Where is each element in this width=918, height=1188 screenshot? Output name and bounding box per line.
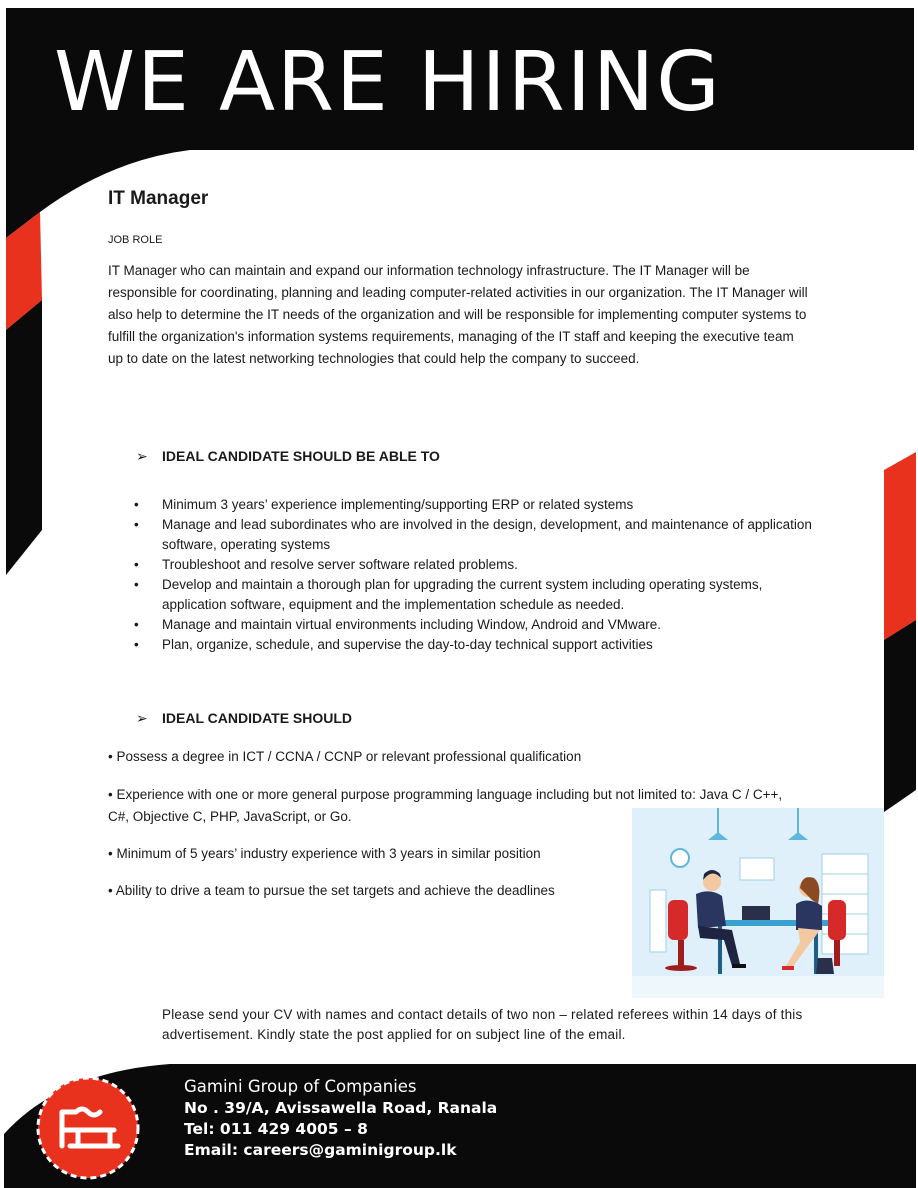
hiring-banner-title: WE ARE HIRING xyxy=(54,35,722,130)
requirement-item: • Possess a degree in ICT / CCNA / CCNP or relevant professional qualification xyxy=(108,749,582,764)
closing-instructions: Please send your CV with names and contact details of two non – related referees within 14 days of this advertisement. Kindly state the post applied for on subject line of the email. xyxy=(162,1007,803,1042)
list-item: • Manage and maintain virtual environments including Window, Android and VMware. xyxy=(134,615,824,635)
company-name: Gamini Group of Companies xyxy=(184,1077,417,1096)
footer xyxy=(0,1064,918,1188)
footer-contact xyxy=(184,1076,497,1161)
list-item: • Troubleshoot and resolve server software related problems. xyxy=(134,555,824,575)
job-role-label: JOB ROLE xyxy=(108,234,163,246)
list-item: • Plan, organize, schedule, and supervise the day-to-day technical support activities xyxy=(134,635,824,655)
interview-illustration xyxy=(632,808,884,998)
list-item: • Minimum 3 years’ experience implementing/supporting ERP or related systems xyxy=(134,495,824,515)
able-list xyxy=(134,495,824,655)
able-section-heading-text: IDEAL CANDIDATE SHOULD BE ABLE TO xyxy=(162,448,440,464)
company-phone: Tel: 011 429 4005 – 8 xyxy=(184,1120,368,1138)
company-logo-icon xyxy=(18,1072,158,1182)
job-title: IT Manager xyxy=(108,188,209,209)
company-email[interactable]: Email: careers@gaminigroup.lk xyxy=(184,1141,457,1159)
job-description: IT Manager who can maintain and expand our information technology infrastructure. The IT Manager will be responsible for coordinating, planning and leading computer-related activities in our organization. The IT Manager will also help to determine the IT needs of the organization and will be responsible for implementing computer systems to fulfill the organization's information systems requirements, managing of the IT staff and keeping the executive team up to date on the latest networking technologies that could help the company to succeed. xyxy=(108,263,808,366)
list-item: • Manage and lead subordinates who are involved in the design, development, and maintenance of application software, operating systems xyxy=(134,515,824,555)
requirement-item: • Ability to drive a team to pursue the set targets and achieve the deadlines xyxy=(108,883,555,898)
arrow-bullet-icon: ➢ xyxy=(136,710,148,726)
should-section-heading xyxy=(136,710,352,727)
company-address: No . 39/A, Avissawella Road, Ranala xyxy=(184,1099,498,1117)
should-section-heading-text: IDEAL CANDIDATE SHOULD xyxy=(162,710,353,726)
requirement-item: • Experience with one or more general purpose programming language including but not limited to: Java C / C++, C#, Objective C, PHP, JavaScript, or Go. xyxy=(108,787,783,824)
requirement-item: • Minimum of 5 years’ industry experience with 3 years in similar position xyxy=(108,846,541,861)
list-item: • Develop and maintain a thorough plan for upgrading the current system including operating systems, application software, equipment and the implementation schedule as needed. xyxy=(134,575,824,615)
able-section-heading xyxy=(136,448,440,465)
arrow-bullet-icon: ➢ xyxy=(136,448,148,464)
